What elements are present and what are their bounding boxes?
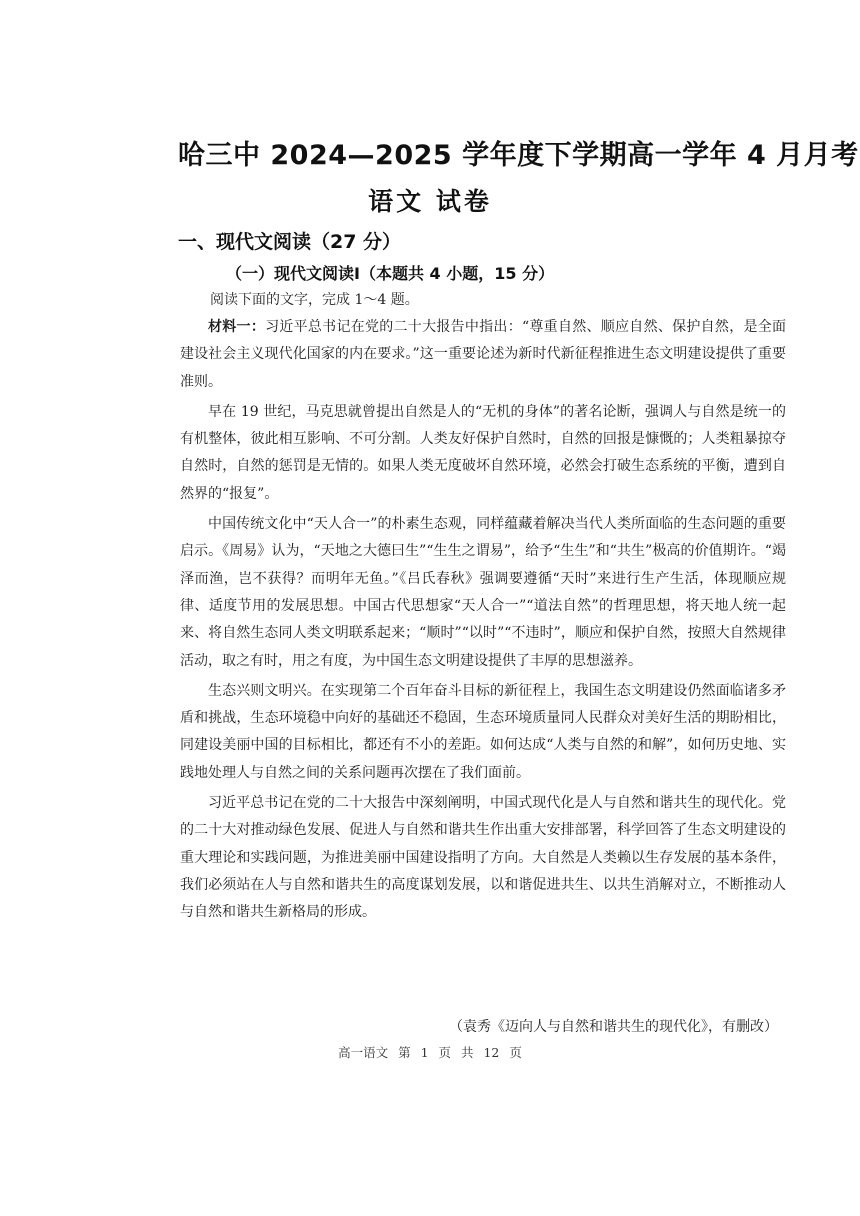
paragraph-3: 中国传统文化中“天人合一”的朴素生态观，同样蕴藏着解决当代人类所面临的生态问题的重要启示。《周易》认为，“天地之大德曰生”“生生之谓易”，给予“生生”和“共生”极高的价值期许。“竭泽而渔，岂不获得？而明年无鱼。”《吕氏春秋》强调要遵循“天时”来进行生产生活，体现顺应规律、适度节用的发展思想。中国古代思想家“天人合一”“道法自然”的哲理思想，将天地人统一起来、将自然生态同人类文明联系起来；“顺时”“以时”“不违时”，顺应和保护自然，按照大自然规律活动，取之有时，用之有度，为中国生态文明建设提供了丰厚的思想滋养。 — [180, 516, 786, 669]
section-subheading: （一）现代文阅读Ⅰ（本题共 4 小题，15 分） — [226, 264, 555, 283]
reading-instruction: 阅读下面的文字，完成 1～4 题。 — [210, 292, 419, 308]
section-heading: 一、现代文阅读（27 分） — [178, 231, 402, 253]
material-lead: 材料一： — [208, 319, 266, 335]
paragraph-2: 早在 19 世纪，马克思就曾提出自然是人的“无机的身体”的著名论断，强调人与自然是统一的有机整体，彼此相互影响、不可分割。人类友好保护自然时，自然的回报是慷慨的；人类粗暴掠夺自然时，自然的惩罚是无情的。如果人类无度破坏自然环境，必然会打破生态系统的平衡，遭到自然界的“报复”。 — [180, 403, 786, 502]
page-footer: 高一语文 第 1 页 共 12 页 — [338, 1045, 522, 1060]
exam-subtitle: 语文 试卷 — [368, 187, 492, 216]
paragraph-text: 习近平总书记在党的二十大报告中指出：“尊重自然、顺应自然、保护自然，是全面建设社会主义现代化国家的内在要求。”这一重要论述为新时代新征程推进生态文明建设提供了重要准则。 — [180, 319, 787, 390]
material-body — [180, 314, 786, 927]
paragraph-5: 习近平总书记在党的二十大报告中深刻阐明，中国式现代化是人与自然和谐共生的现代化。党的二十大对推动绿色发展、促进人与自然和谐共生作出重大安排部署，科学回答了生态文明建设的重大理论和实践问题，为推进美丽中国建设指明了方向。大自然是人类赖以生存发展的基本条件，我们必须站在人与自然和谐共生的高度谋划发展，以和谐促进共生、以共生消解对立，不断推动人与自然和谐共生新格局的形成。 — [180, 795, 786, 921]
exam-title: 哈三中 2024—2025 学年度下学期高一学年 4 月月考 — [178, 140, 859, 171]
source-citation: （袁秀《迈向人与自然和谐共生的现代化》，有删改） — [449, 1019, 778, 1035]
paragraph-4: 生态兴则文明兴。在实现第二个百年奋斗目标的新征程上，我国生态文明建设仍然面临诸多矛盾和挑战，生态环境稳中向好的基础还不稳固，生态环境质量同人民群众对美好生活的期盼相比，同建设美丽中国的目标相比，都还有不小的差距。如何达成“人类与自然的和解”，如何历史地、实践地处理人与自然之间的关系问题再次摆在了我们面前。 — [180, 682, 786, 781]
paragraph-1 — [180, 314, 786, 396]
